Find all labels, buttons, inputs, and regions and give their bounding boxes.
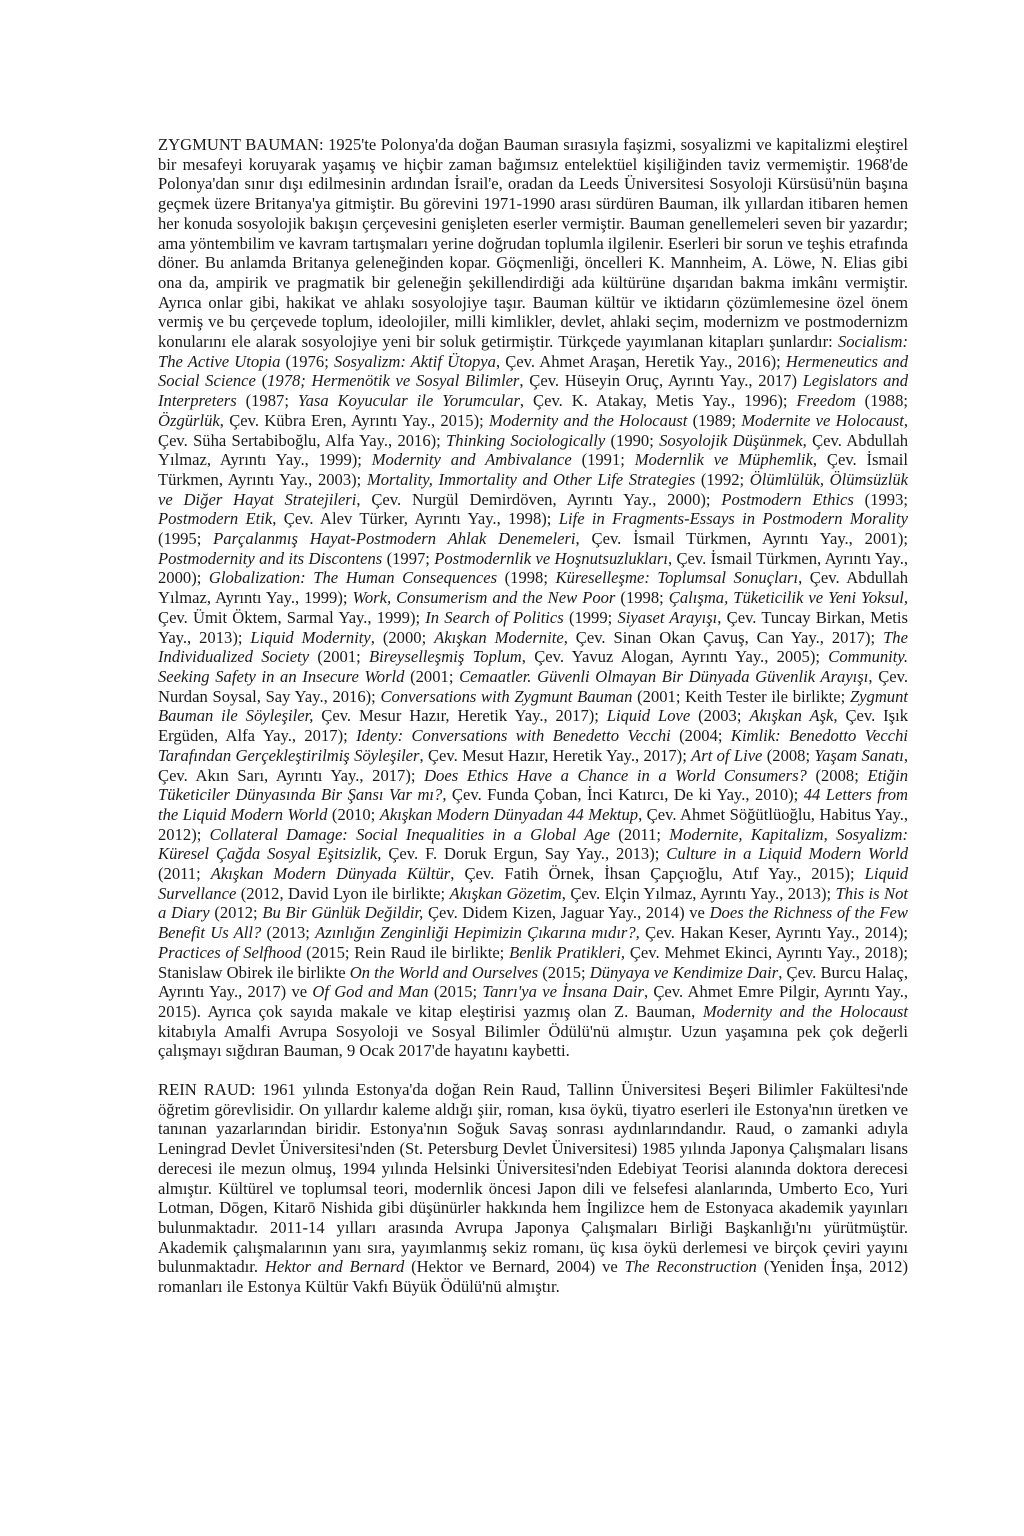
bio-text-segment: (1999; <box>563 607 618 627</box>
book-title: Bu Bir Günlük Değildir, <box>262 903 424 923</box>
book-title: Collateral Damage: Social Inequalities in a Global Age <box>209 824 611 844</box>
author-name: REIN RAUD: <box>158 1080 256 1100</box>
book-title: Akışkan Aşk <box>749 706 834 726</box>
bio-text <box>158 135 908 1060</box>
book-title: Etiğin Tüketiciler Dünyasında Bir Şansı Var mı? <box>158 765 908 805</box>
bio-text-segment: ( <box>255 371 268 391</box>
bio-text-segment: 1961 yılında Estonya'da doğan Rein Raud, Tallinn Üniversitesi Beşeri Bilimler Fakültesi'nde öğretim görevlisidir. On yıllardır kaleme aldığı şiir, roman, kısa öykü, tiyatro eserleri ile Estonya'nın üretken ve tanınan yazarlarından biridir. Estonya'nın Soğuk Savaş sonrası aydınlarındandır. Raud, o zamanki adıyla Leningrad Devlet Üniversitesi'nden (St. Petersburg Devlet Üniversitesi) 1985 yılında Japonya Çalışmaları lisans derecesi ile mezun olmuş, 1994 yılında Helsinki Üniversitesi'nden Edebiyat Teorisi alanında doktora derecesi almıştır. Kültürel ve toplumsal teori, modernlik öncesi Japon dili ve felsefesi alanlarında, Umberto Eco, Yuri Lotman, Dōgen, Kitarō Nishida gibi düşünürler hakkında hem İngilizce hem de Estonyaca akademik yayınları bulunmaktadır. 2011-14 yılları arasında Avrupa Japonya Çalışmaları Birliği Başkanlığı'nı yürütmüştür. Akademik çalışmalarının yanı sıra, yayımlanmış sekiz romanı, üç kısa öykü derlemesi ve birçok çeviri yayını bulunmaktadır. <box>158 1080 908 1277</box>
book-title: Community. Seeking Safety in an Insecure World <box>158 647 908 686</box>
book-title: Hermeneutics and Social Science <box>158 351 909 391</box>
bio-text-segment: , Çev. Ahmet Söğütlüoğlu, Habitus Yay., 2012); <box>158 804 909 844</box>
bio-text-segment: (2012; <box>209 903 263 923</box>
book-title: Ölümlülük, Ölümsüzlük ve Diğer Hayat Stratejileri <box>158 469 908 509</box>
book-title: Çalışma, Tüketicilik ve Yeni Yoksul, <box>668 588 909 608</box>
book-title: Özgürlük <box>158 410 220 430</box>
bio-text-segment: (1998; <box>497 568 556 588</box>
bio-text-segment: Çev. Didem Kizen, Jaguar Yay., 2014) ve <box>423 903 710 923</box>
bio-text-segment: , Çev. Nurgül Demirdöven, Ayrıntı Yay., 2000); <box>356 489 722 509</box>
author-bios-page <box>158 135 908 1297</box>
bio-text-segment: , Çev. Nurdan Soysal, Say Yay., 2016); <box>158 666 908 706</box>
bio-text-segment: (2015; <box>428 982 483 1002</box>
bio-text-segment: (2010; <box>327 804 380 824</box>
book-title: Akışkan Modernite <box>434 627 564 647</box>
bio-text-segment: , Çev. İsmail Türkmen, Ayrıntı Yay., 2003); <box>158 450 908 489</box>
book-title: Globalization: The Human Consequences <box>208 568 498 588</box>
book-title: Postmodernity and its Discontens <box>158 548 383 568</box>
book-title: Modernity and Ambivalance <box>371 450 572 470</box>
bio-text-segment: , (2000; <box>370 627 435 647</box>
book-title: Yasa Koyucular ile Yorumcular <box>297 391 520 411</box>
bio-text-segment: , Çev. Funda Çoban, İnci Katırcı, De ki Yay., 2010); <box>442 785 804 805</box>
bio-text-segment: kitabıyla Amalfi Avrupa Sosyoloji ve Sosyal Bilimler Ödülü'nü almıştır. Uzun yaşamına pek çok değerli çalışmayı sığdıran Bauman, 9 Ocak 2017'de hayatını kaybetti. <box>158 1021 908 1061</box>
bio-text-segment: , Çev. Fatih Örnek, İhsan Çapçıoğlu, Atıf Yay., 2015); <box>450 864 865 884</box>
book-title: Cemaatler. Güvenli Olmayan Bir Dünyada Güvenlik Arayışı <box>459 666 869 686</box>
book-title: Postmodern Etik <box>158 509 273 529</box>
bio-text-segment: (2001; <box>404 666 460 686</box>
bio-text-segment: , Çev. Işık Ergüden, Alfa Yay., 2017); <box>158 706 909 746</box>
book-title: Does the Richness of the Few Benefit Us All? <box>158 903 908 943</box>
book-title: 1978; Hermenötik ve Sosyal Bilimler <box>267 371 520 391</box>
book-title: Thinking Sociologically <box>446 430 606 450</box>
book-title: Kimlik: Benedotto Vecchi Tarafından Gerçekleştirilmiş Söyleşiler <box>158 726 908 765</box>
book-title: Legislators and Interpreters <box>158 371 908 411</box>
book-title: Benlik Pratikleri, <box>509 942 626 962</box>
bio-text-segment: (1998; <box>615 588 669 608</box>
book-title: Postmodernlik ve Hoşnutsuzlukları <box>434 548 668 568</box>
book-title: 44 Letters from the Liquid Modern World <box>158 785 909 824</box>
bio-text-segment: , Çev. Mesut Hazır, Heretik Yay., 2017); <box>419 745 692 765</box>
book-title: Work, Consumerism and the New Poor <box>352 588 616 608</box>
book-title: Akışkan Modern Dünyada Kültür <box>210 864 451 884</box>
book-title: Hektor and Bernard <box>264 1257 405 1277</box>
book-title: Parçalanmış Hayat-Postmodern Ahlak Denemeleri <box>213 529 576 549</box>
book-title: Dünyaya ve Kendimize Dair <box>589 962 779 982</box>
book-title: Practices of Selfhood <box>158 942 302 962</box>
bio-text-segment: , Çev. Ahmet Emre Pilgir, Ayrıntı Yay., 2015). Ayrıca çok sayıda makale ve kitap eleştirisi yazmış olan Z. Bauman, <box>158 982 908 1021</box>
bio-text-segment: Çev. Mehmet Ekinci, Ayrıntı Yay., 2018); Stanislaw Obirek ile birlikte <box>158 942 909 982</box>
bio-text-segment: , Çev. İsmail Türkmen, Ayrıntı Yay., 2000); <box>158 548 909 588</box>
bio-text <box>158 1080 908 1296</box>
bio-text-segment: , Çev. Tuncay Birkan, Metis Yay., 2013); <box>158 607 908 647</box>
bio-text-segment: (1992; <box>695 469 750 489</box>
book-title: Zygmunt Bauman ile Söyleşiler, <box>158 686 909 726</box>
bio-text-segment: (2011; <box>158 864 211 884</box>
bio-text-segment: (2012, David Lyon ile birlikte; <box>236 883 450 903</box>
bio-text-segment: (2015; Rein Raud ile birlikte; <box>301 942 510 962</box>
bio-text-segment: (2004; <box>670 726 731 746</box>
book-title: Küreselleşme: Toplumsal Sonuçları <box>555 568 799 588</box>
bio-text-segment: (2008; <box>762 745 815 765</box>
bio-text-segment: (1976; <box>280 351 334 371</box>
book-title: Siyaset Arayışı <box>617 607 718 627</box>
bio-text-segment: (Hektor ve Bernard, 2004) ve <box>404 1257 625 1277</box>
bio-text-segment: (2003; <box>690 706 750 726</box>
bio-text-segment: , Çev. Hüseyin Oruç, Ayrıntı Yay., 2017) <box>519 371 803 391</box>
book-title: Yaşam Sanatı <box>814 745 904 765</box>
bio-zygmunt-bauman <box>158 135 908 1061</box>
bio-text-segment: (2013; <box>261 923 316 943</box>
book-title: Akışkan Modern Dünyadan 44 Mektup <box>379 804 639 824</box>
bio-text-segment: (1993; <box>853 489 909 509</box>
bio-text-segment: Çev. Mesur Hazır, Heretik Yay., 2017); <box>313 706 607 726</box>
bio-text-segment: , Çev. Alev Türker, Ayrıntı Yay., 1998); <box>272 509 559 529</box>
bio-text-segment: Çev. Hakan Keser, Ayrıntı Yay., 2014); <box>639 923 908 943</box>
book-title: Of God and Man <box>312 982 429 1002</box>
book-title: Modernity and the Holocaust <box>702 1001 908 1021</box>
bio-text-segment: , Çev. Sinan Okan Çavuş, Can Yay., 2017); <box>563 627 884 647</box>
book-title: Freedom <box>796 391 856 411</box>
book-title: On the World and Ourselves <box>349 962 539 982</box>
bio-text-segment: , Çev. Akın Sarı, Ayrıntı Yay., 2017); <box>158 745 909 785</box>
author-name: ZYGMUNT BAUMAN: <box>158 135 324 154</box>
book-title: This is Not a Diary <box>158 883 908 923</box>
book-title: Conversations with Zygmunt Bauman <box>380 686 633 706</box>
bio-text-segment: (1987; <box>236 391 298 411</box>
bio-text-segment: (2008; <box>806 765 868 785</box>
book-title: Bireyselleşmiş Toplum <box>369 647 522 667</box>
book-title: Tanrı'ya ve İnsana Dair <box>482 982 644 1002</box>
bio-rein-raud <box>158 1080 908 1297</box>
bio-text-segment: Çev. F. Doruk Ergun, Say Yay., 2013); <box>381 844 667 864</box>
book-title: The Reconstruction <box>624 1257 757 1277</box>
book-title: Life in Fragments-Essays in Postmodern Morality <box>558 509 908 529</box>
book-title: In Search of Politics <box>425 607 564 627</box>
bio-text-segment: , Çev. K. Atakay, Metis Yay., 1996); <box>519 391 797 411</box>
book-title: Art of Live <box>691 745 763 765</box>
book-title: Does Ethics Have a Chance in a World Consumers? <box>424 765 807 785</box>
book-title: Modernity and the Holocaust <box>489 410 688 430</box>
book-title: Mortality, Immortality and Other Life Strategies <box>366 469 696 489</box>
bio-text-segment: , Çev. Abdullah Yılmaz, Ayrıntı Yay., 1999); <box>158 430 908 470</box>
book-title: The Individualized Society <box>158 627 908 667</box>
bio-text-segment: (2011; <box>610 824 670 844</box>
book-title: Liquid Survellance <box>158 864 908 903</box>
bio-text-segment: , Çev. Yavuz Alogan, Ayrıntı Yay., 2005); <box>521 647 829 667</box>
bio-text-segment: Çev. Ümit Öktem, Sarmal Yay., 1999); <box>158 607 426 627</box>
book-title: Sosyolojik Düşünmek <box>659 430 803 450</box>
bio-text-segment: (Yeniden İnşa, 2012) romanları ile Estonya Kültür Vakfı Büyük Ödülü'nü almıştır. <box>158 1257 908 1297</box>
book-title: Modernite, Kapitalizm, Sosyalizm: Küresel Çağda Sosyal Eşitsizlik, <box>158 824 908 864</box>
bio-text-segment: , Çev. Elçin Yılmaz, Ayrıntı Yay., 2013); <box>561 883 836 903</box>
book-title: Identy: Conversations with Benedetto Vecchi <box>356 726 671 746</box>
bio-text-segment: (1991; <box>571 450 635 470</box>
book-title: Azınlığın Zenginliği Hepimizin Çıkarına mıdır?, <box>315 923 640 943</box>
bio-text-segment: (2001; Keith Tester ile birlikte; <box>632 686 850 706</box>
bio-text-segment: (1990; <box>605 430 660 450</box>
book-title: Modernlik ve Müphemlik <box>634 450 813 470</box>
bio-text-segment: , Çev. Kübra Eren, Ayrıntı Yay., 2015); <box>219 410 489 430</box>
book-title: Liquid Love <box>606 706 691 726</box>
bio-text-segment: (2015; <box>538 962 590 982</box>
bio-text-segment: (2001; <box>309 647 370 667</box>
book-title: Socialism: The Active Utopia <box>158 332 908 371</box>
bio-text-segment: , Çev. Burcu Halaç, Ayrıntı Yay., 2017) ve <box>158 962 908 1002</box>
bio-text-segment: , Çev. İsmail Türkmen, Ayrıntı Yay., 2001); <box>575 529 908 549</box>
book-title: Akışkan Gözetim <box>449 883 562 903</box>
book-title: Liquid Modernity <box>250 627 371 647</box>
book-title: Modernite ve Holocaust <box>741 410 904 430</box>
bio-text-segment: , Çev. Süha Sertabiboğlu, Alfa Yay., 2016); <box>158 410 908 450</box>
book-title: Sosyalizm: Aktif Ütopya <box>333 351 496 371</box>
book-title: Postmodern Ethics <box>721 489 854 509</box>
bio-text-segment: , Çev. Ahmet Araşan, Heretik Yay., 2016); <box>495 351 786 371</box>
bio-text-segment: (1995; <box>158 529 214 549</box>
bio-text-segment: (1989; <box>687 410 742 430</box>
book-title: Culture in a Liquid Modern World <box>666 844 909 864</box>
bio-text-segment: , Çev. Abdullah Yılmaz, Ayrıntı Yay., 1999); <box>158 568 908 608</box>
bio-text-segment: 1925'te Polonya'da doğan Bauman sırasıyla faşizmi, sosyalizmi ve kapitalizmi eleştirel bir mesafeyi koruyarak yaşamış ve hiçbir zaman bağımsız entelektüel kişiliğinden taviz vermemiştir. 1968'de Polonya'dan sınır dışı edilmesinin ardından İsrail'e, oradan da Leeds Üniversitesi Sosyoloji Kürsüsü'nün başına geçmek üzere Britanya'ya gitmiştir. Bu görevini 1971-1990 arası sürdüren Bauman, ilk yıllardan itibaren hemen her konuda sosyolojik bakışın çerçevesini genişleten eserler vermiştir. Bauman genellemeleri seven bir yazardır; ama yöntembilim ve kavram tartışmaları yerine doğrudan toplumla ilgilenir. Eserleri bir sorun ve teşhis etrafında döner. Bu anlamda Britanya geleneğinden kopar. Göçmenliği, öncelleri K. Mannheim, A. Löwe, N. Elias gibi ona da, ampirik ve pragmatik bir geleneğin şekillendirdiği ada kültürüne dışarıdan bakma imkânı vermiştir. Ayrıca onlar gibi, hakikat ve ahlakı sosyolojiye taşır. Bauman kültür ve iktidarın çözümlemesine özel önem vermiş ve bu çerçevede toplum, ideolojiler, milli kimlikler, devlet, ahlaki seçim, modernizm ve postmodernizm konularını ele alarak sosyolojiye yeni bir soluk getirmiştir. Türkçede yayımlanan kitapları şunlardır: <box>158 135 908 352</box>
bio-text-segment: (1988; <box>855 391 908 411</box>
bio-text-segment: (1997; <box>382 548 435 568</box>
